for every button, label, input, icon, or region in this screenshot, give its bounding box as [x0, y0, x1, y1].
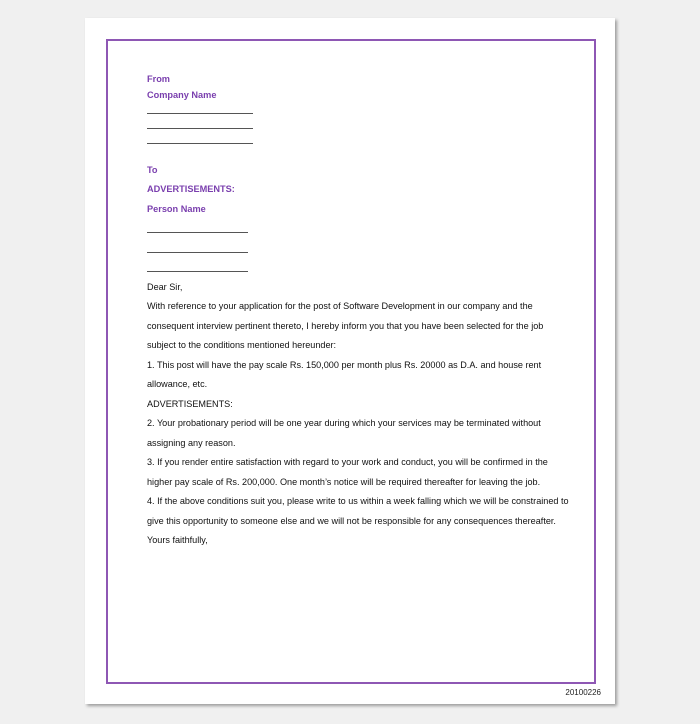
letter-page — [85, 18, 615, 704]
to-label: To — [147, 165, 158, 175]
sender-address-line — [147, 128, 253, 129]
body-line: 2. Your probationary period will be one year during which your services may be terminated without — [147, 418, 541, 428]
body-line: give this opportunity to someone else and we will not be responsible for any consequences thereafter. — [147, 516, 556, 526]
recipient-address-line — [147, 252, 248, 253]
body-line: allowance, etc. — [147, 379, 208, 389]
sender-address-line — [147, 143, 253, 144]
body-line: assigning any reason. — [147, 438, 236, 448]
body-line: 3. If you render entire satisfaction with regard to your work and conduct, you will be confirmed in the — [147, 457, 548, 467]
body-line: 1. This post will have the pay scale Rs. 150,000 per month plus Rs. 20000 as D.A. and house rent — [147, 360, 542, 370]
body-line: subject to the conditions mentioned hereunder: — [147, 340, 337, 350]
person-name-label: Person Name — [147, 204, 206, 214]
body-line: With reference to your application for the post of Software Development in our company and the — [147, 301, 533, 311]
recipient-address-line — [147, 271, 248, 272]
recipient-organization: ADVERTISEMENTS: — [147, 184, 235, 194]
sender-address-line — [147, 113, 253, 114]
recipient-address-line — [147, 232, 248, 233]
body-line: ADVERTISEMENTS: — [147, 399, 233, 409]
body-line: consequent interview pertinent thereto, I hereby inform you that you have been selected for the job — [147, 321, 544, 331]
from-label: From — [147, 74, 170, 84]
body-line: 4. If the above conditions suit you, please write to us within a week falling which we will be constrained to — [147, 496, 569, 506]
body-line: higher pay scale of Rs. 200,000. One month’s notice will be required thereafter for leaving the job. — [147, 477, 541, 487]
salutation: Dear Sir, — [147, 282, 183, 292]
document-code: 20100226 — [565, 688, 601, 697]
company-name-label: Company Name — [147, 90, 217, 100]
closing: Yours faithfully, — [147, 535, 208, 545]
